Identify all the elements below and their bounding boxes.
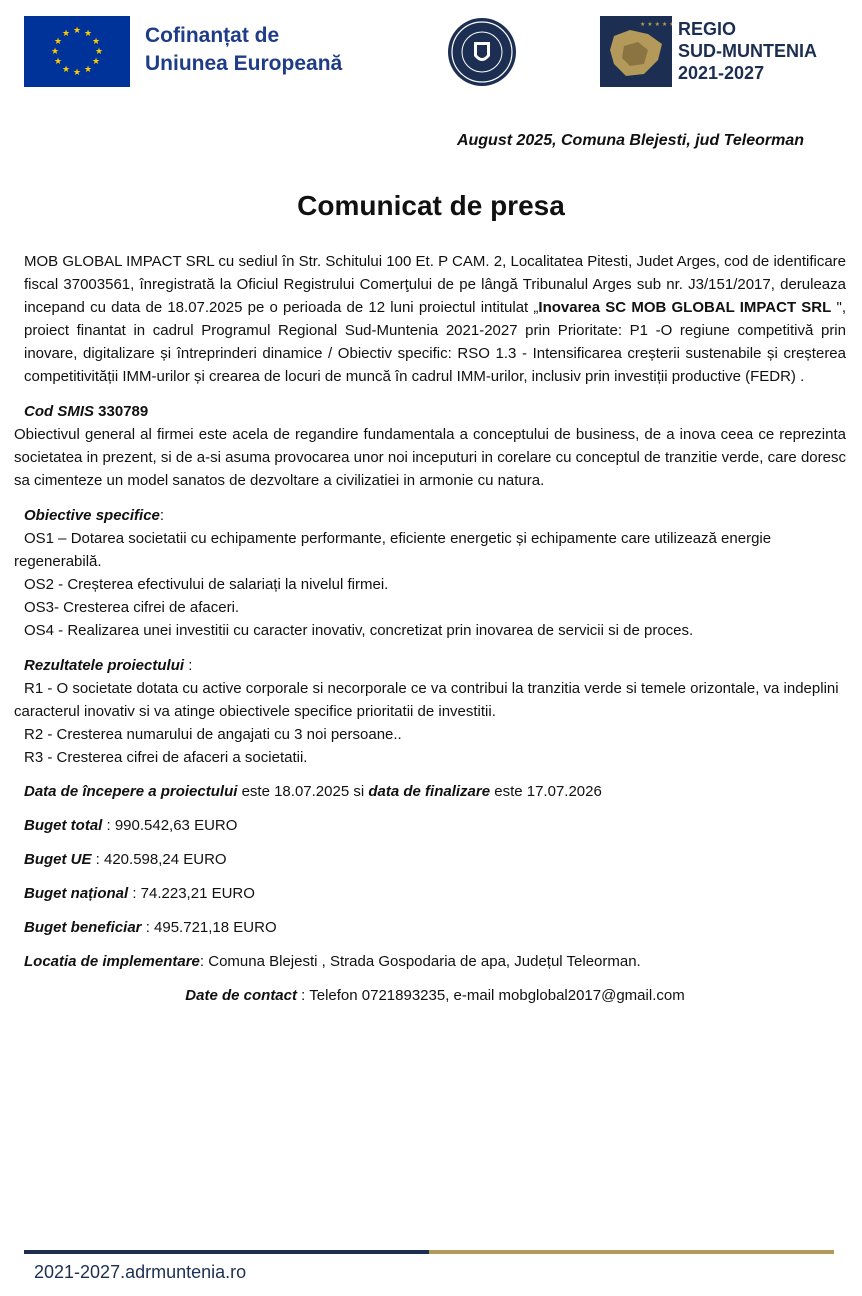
svg-text:★: ★ xyxy=(61,29,71,39)
result-item: R3 - Cresterea cifrei de afaceri a societatii. xyxy=(24,749,308,766)
eu-cofinancing-text xyxy=(145,22,342,78)
result-item: R2 - Cresterea numarului de angajati cu 3 noi persoane.. xyxy=(24,726,402,743)
contact-label: Date de contact xyxy=(185,987,297,1004)
specific-objectives-suffix: : xyxy=(159,507,165,524)
svg-text:★: ★ xyxy=(50,47,60,57)
budget-total-label: Buget total xyxy=(24,817,103,834)
budget-ue-value: : 420.598,24 EURO xyxy=(91,851,227,868)
contact-details xyxy=(14,984,846,1007)
intro-part2: ", proiect finantat in cadrul Programul Regional Sud-Muntenia 2021-2027 prin Prioritate: P1 -O regiune competitivă prin inovare, digitalizare și întreprinderi dinamice / Obiectiv specific: RSO 1.3 - Intensificarea creșterii sustenabile și creșterea competitivității IMM-urilor și crearea de locuri de muncă în cadrul IMM-urilor, inclusiv prin investiții productive (FEDR) . xyxy=(24,299,846,385)
project-dates xyxy=(14,780,846,803)
svg-text:★: ★ xyxy=(61,65,71,75)
svg-text:★: ★ xyxy=(94,47,104,57)
svg-text:★: ★ xyxy=(91,37,101,47)
footer-divider xyxy=(24,1250,834,1254)
objective-item: OS3- Cresterea cifrei de afaceri. xyxy=(24,599,240,616)
results-heading xyxy=(14,654,846,677)
general-objective: Obiectivul general al firmei este acela de regandire fundamentala a conceptului de business, de a inova ceea ce reprezinta societatea in prezent, si de a-si asuma provocarea unor noi inceputuri in corelare cu conceptul de tranzitie verde, care doresc sa cimenteze un model sanatos de dezvoltare a civilizatiei in armonie cu natura. xyxy=(14,426,846,489)
budget-national-label: Buget național xyxy=(24,885,129,902)
logo-header xyxy=(0,0,862,100)
result-item: R1 - O societate dotata cu active corporale si necorporale ce va contribui la tranzitia verde si temele orizontale, va indeplini caracterul inovativ si va atinge obiectivele specifice prioritatii de investitii. xyxy=(14,680,839,720)
budget-ue xyxy=(14,848,846,871)
page-title: Comunicat de presa xyxy=(297,190,565,221)
svg-text:★: ★ xyxy=(53,57,63,67)
smis-code xyxy=(14,400,846,423)
regio-line2: SUD-MUNTENIA xyxy=(678,41,817,61)
start-date-label: Data de începere a proiectului xyxy=(24,783,238,800)
eu-text-line2: Uniunea Europeană xyxy=(145,52,343,75)
regio-map-icon xyxy=(600,16,672,87)
dateline: August 2025, Comuna Blejesti, jud Teleorman xyxy=(456,132,804,149)
results-suffix: : xyxy=(184,657,193,674)
regio-program-text xyxy=(678,18,817,84)
svg-text:★: ★ xyxy=(83,29,93,39)
budget-national-value: : 74.223,21 EURO xyxy=(128,885,255,902)
start-date-text: este 18.07.2025 si xyxy=(237,783,369,800)
contact-value: : Telefon 0721893235, e-mail mobglobal2017@gmail.com xyxy=(297,987,685,1004)
intro-paragraph xyxy=(14,250,846,388)
budget-beneficiary-value: : 495.721,18 EURO xyxy=(141,919,277,936)
objective-item: OS4 - Realizarea unei investitii cu caracter inovativ, concretizat prin inovarea de servicii si de proces. xyxy=(24,622,694,639)
budget-total-value: : 990.542,63 EURO xyxy=(102,817,238,834)
footer-website-link[interactable]: 2021-2027.adrmuntenia.ro xyxy=(34,1262,247,1282)
budget-beneficiary-label: Buget beneficiar xyxy=(24,919,142,936)
press-release-body xyxy=(14,250,846,1007)
svg-text:★: ★ xyxy=(72,26,82,36)
implementation-location xyxy=(14,950,846,973)
svg-text:★: ★ xyxy=(91,57,101,67)
intro-part1: MOB GLOBAL IMPACT SRL cu sediul în Str. Schitului 100 Et. P CAM. 2, Localitatea Pitesti, Judet Arges, cod de identificare fiscal 37003561, înregistrată la Oficiul Registrului Comerţului de pe lângă Tribunalul Arges sub nr. J3/151/2017, deruleaza incepand cu data de 18.07.2025 pe o perioada de 12 luni proiectul intitulat „ xyxy=(24,253,846,316)
objective-item: OS1 – Dotarea societatii cu echipamente performante, eficiente energetic și echipamente care utilizează energie regenerabilă. xyxy=(14,530,772,570)
end-date-label: data de finalizare xyxy=(368,783,491,800)
budget-beneficiary xyxy=(14,916,846,939)
svg-text:★: ★ xyxy=(53,37,63,47)
specific-objectives-label: Obiective specifice xyxy=(24,507,160,524)
end-date-text: este 17.07.2026 xyxy=(490,783,602,800)
location-value: : Comuna Blejesti , Strada Gospodaria de apa, Județul Teleorman. xyxy=(199,953,641,970)
specific-objectives-heading xyxy=(14,504,846,527)
budget-total xyxy=(14,814,846,837)
budget-ue-label: Buget UE xyxy=(24,851,92,868)
budget-national xyxy=(14,882,846,905)
svg-text:★: ★ xyxy=(72,68,82,78)
smis-value: 330789 xyxy=(98,403,149,420)
regio-line3: 2021-2027 xyxy=(678,63,765,83)
eu-flag-icon xyxy=(24,16,130,87)
objective-item: OS2 - Creșterea efectivului de salariați la nivelul firmei. xyxy=(24,576,389,593)
results-label: Rezultatele proiectului xyxy=(24,657,185,674)
smis-label: Cod SMIS xyxy=(24,403,94,420)
project-name: Inovarea SC MOB GLOBAL IMPACT SRL xyxy=(538,299,832,316)
location-label: Locatia de implementare xyxy=(24,953,200,970)
government-seal-icon xyxy=(446,16,518,88)
regio-line1: REGIO xyxy=(678,19,737,39)
eu-text-line1: Cofinanțat de xyxy=(145,24,280,47)
svg-text:★: ★ xyxy=(83,65,93,75)
svg-text:★ ★ ★ ★ ★: ★ ★ ★ ★ ★ xyxy=(640,21,672,28)
